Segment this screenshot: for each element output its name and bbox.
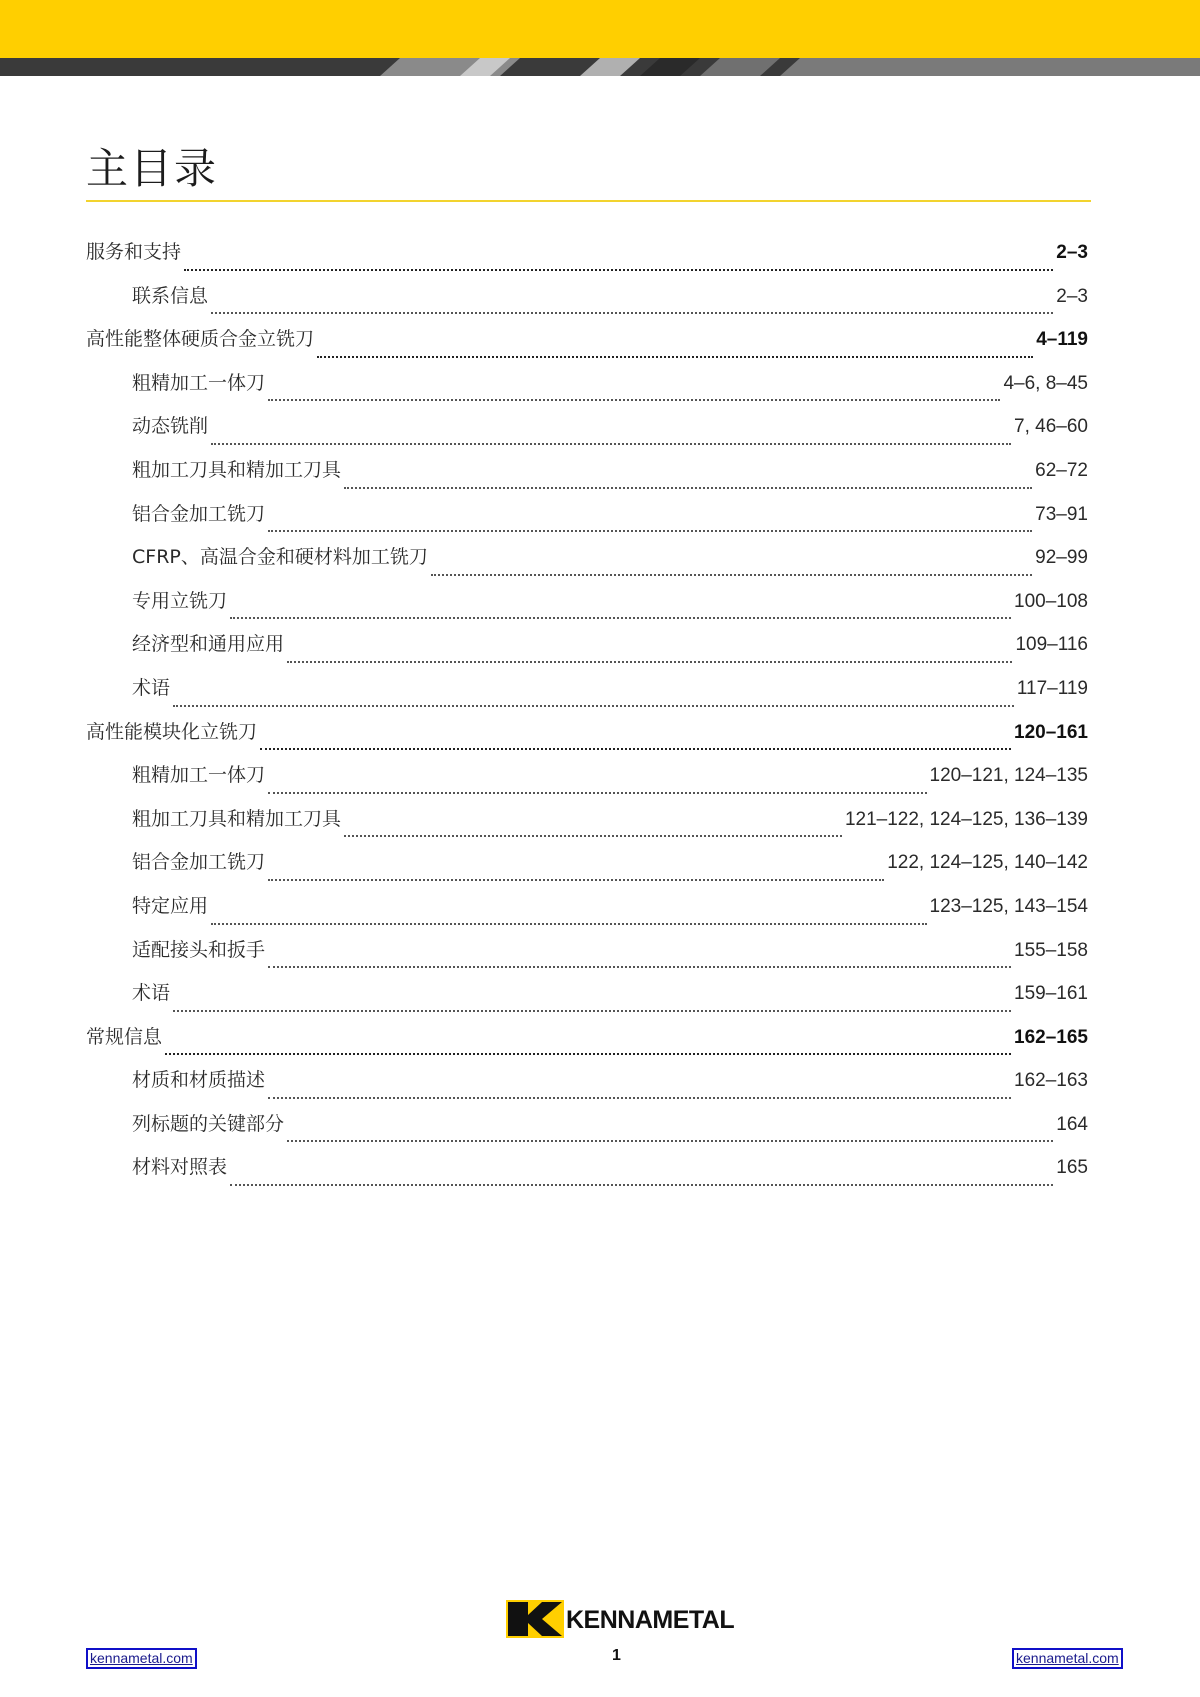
toc-entry-label: 材料对照表 — [132, 1156, 228, 1179]
toc-entry-pages: 2–3 — [1056, 285, 1088, 307]
toc-section-row[interactable] — [86, 324, 1088, 368]
toc-entry-pages: 162–163 — [1014, 1070, 1088, 1092]
toc-dot-leader — [230, 1183, 1053, 1186]
toc-entry-pages: 121–122, 124–125, 136–139 — [844, 808, 1088, 830]
toc-subsection-row[interactable] — [86, 891, 1088, 935]
toc-entry-pages: 164 — [1056, 1113, 1088, 1135]
toc-entry-pages: 162–165 — [1014, 1026, 1088, 1048]
toc-subsection-row[interactable] — [86, 1109, 1088, 1153]
toc-entry-label: 列标题的关键部分 — [132, 1112, 285, 1135]
toc-dot-leader — [260, 747, 1011, 750]
toc-entry-label: 适配接头和扳手 — [132, 938, 266, 961]
toc-section-row[interactable] — [86, 717, 1088, 761]
toc-entry-label: 粗加工刀具和精加工刀具 — [132, 458, 342, 481]
toc-dot-leader — [287, 1139, 1053, 1142]
toc-entry-label: 粗精加工一体刀 — [132, 764, 266, 787]
toc-entry-pages: 155–158 — [1014, 939, 1088, 961]
toc-entry-pages: 2–3 — [1056, 242, 1088, 263]
footer-link-right[interactable]: kennametal.com — [1012, 1648, 1123, 1669]
toc-entry-label: 粗精加工一体刀 — [132, 371, 266, 394]
toc-dot-leader — [287, 660, 1012, 663]
toc-entry-pages: 122, 124–125, 140–142 — [887, 852, 1088, 874]
page-title: 主目录 — [86, 144, 219, 193]
toc-subsection-row[interactable] — [86, 499, 1088, 543]
toc-dot-leader — [211, 922, 926, 925]
toc-entry-label: CFRP、高温合金和硬材料加工铣刀 — [132, 546, 428, 569]
toc-entry-label: 经济型和通用应用 — [132, 633, 285, 656]
toc-dot-leader — [268, 965, 1011, 968]
toc-dot-leader — [344, 486, 1032, 489]
toc-entry-label: 特定应用 — [132, 894, 209, 917]
toc-subsection-row[interactable] — [86, 935, 1088, 979]
toc-subsection-row[interactable] — [86, 978, 1088, 1022]
toc-dot-leader — [268, 398, 1000, 401]
title-rule — [86, 200, 1091, 202]
toc-entry-pages: 4–6, 8–45 — [1003, 372, 1088, 394]
toc-section-row[interactable] — [86, 1022, 1088, 1066]
toc-dot-leader — [230, 616, 1011, 619]
toc-subsection-row[interactable] — [86, 368, 1088, 412]
toc-entry-label: 高性能整体硬质合金立铣刀 — [86, 328, 315, 351]
toc-dot-leader — [211, 311, 1053, 314]
toc-entry-label: 专用立铣刀 — [132, 589, 228, 612]
toc-subsection-row[interactable] — [86, 1152, 1088, 1196]
header-stripes — [0, 58, 1200, 76]
header-yellow-bar — [0, 0, 1200, 58]
footer-link-left[interactable]: kennametal.com — [86, 1648, 197, 1669]
header-band — [0, 0, 1200, 76]
toc-dot-leader — [317, 355, 1033, 358]
toc-subsection-row[interactable] — [86, 455, 1088, 499]
toc-entry-label: 术语 — [132, 982, 171, 1005]
toc-dot-leader — [431, 573, 1032, 576]
toc-entry-label: 动态铣削 — [132, 415, 209, 438]
toc-entry-pages: 109–116 — [1015, 634, 1088, 656]
toc-dot-leader — [184, 268, 1053, 271]
toc-subsection-row[interactable] — [86, 281, 1088, 325]
toc-entry-pages: 92–99 — [1035, 547, 1088, 569]
toc-dot-leader — [268, 1096, 1011, 1099]
toc-dot-leader — [165, 1052, 1011, 1055]
toc-subsection-row[interactable] — [86, 804, 1088, 848]
toc-entry-pages: 73–91 — [1035, 503, 1088, 525]
page-number: 1 — [612, 1647, 621, 1664]
toc-subsection-row[interactable] — [86, 629, 1088, 673]
toc-subsection-row[interactable] — [86, 411, 1088, 455]
toc-entry-pages: 165 — [1056, 1157, 1088, 1179]
toc-subsection-row[interactable] — [86, 1065, 1088, 1109]
toc-subsection-row[interactable] — [86, 847, 1088, 891]
toc-entry-label: 材质和材质描述 — [132, 1069, 266, 1092]
toc-subsection-row[interactable] — [86, 673, 1088, 717]
toc-section-row[interactable] — [86, 237, 1088, 281]
brand-name: KENNAMETAL — [566, 1606, 735, 1634]
toc-dot-leader — [268, 791, 926, 794]
toc-entry-pages: 4–119 — [1036, 329, 1088, 351]
toc-dot-leader — [268, 878, 884, 881]
table-of-contents — [86, 237, 1088, 1196]
toc-entry-pages: 120–121, 124–135 — [929, 765, 1088, 787]
toc-entry-label: 术语 — [132, 676, 171, 699]
toc-entry-pages: 62–72 — [1035, 459, 1088, 481]
toc-entry-label: 高性能模块化立铣刀 — [86, 720, 258, 743]
toc-entry-label: 铝合金加工铣刀 — [132, 851, 266, 874]
toc-entry-pages: 7, 46–60 — [1014, 416, 1088, 438]
toc-subsection-row[interactable] — [86, 586, 1088, 630]
toc-dot-leader — [211, 442, 1011, 445]
toc-entry-label: 粗加工刀具和精加工刀具 — [132, 807, 342, 830]
toc-dot-leader — [173, 704, 1014, 707]
toc-dot-leader — [173, 1009, 1011, 1012]
toc-dot-leader — [344, 834, 842, 837]
toc-entry-pages: 123–125, 143–154 — [929, 895, 1088, 917]
toc-entry-pages: 100–108 — [1014, 590, 1088, 612]
toc-dot-leader — [268, 529, 1032, 532]
toc-entry-label: 服务和支持 — [86, 241, 182, 263]
toc-entry-pages: 159–161 — [1014, 983, 1088, 1005]
toc-entry-pages: 117–119 — [1016, 677, 1088, 699]
toc-entry-label: 联系信息 — [132, 284, 209, 307]
toc-subsection-row[interactable] — [86, 760, 1088, 804]
toc-entry-label: 常规信息 — [86, 1025, 163, 1048]
toc-subsection-row[interactable] — [86, 542, 1088, 586]
toc-entry-label: 铝合金加工铣刀 — [132, 502, 266, 525]
toc-entry-pages: 120–161 — [1014, 721, 1088, 743]
